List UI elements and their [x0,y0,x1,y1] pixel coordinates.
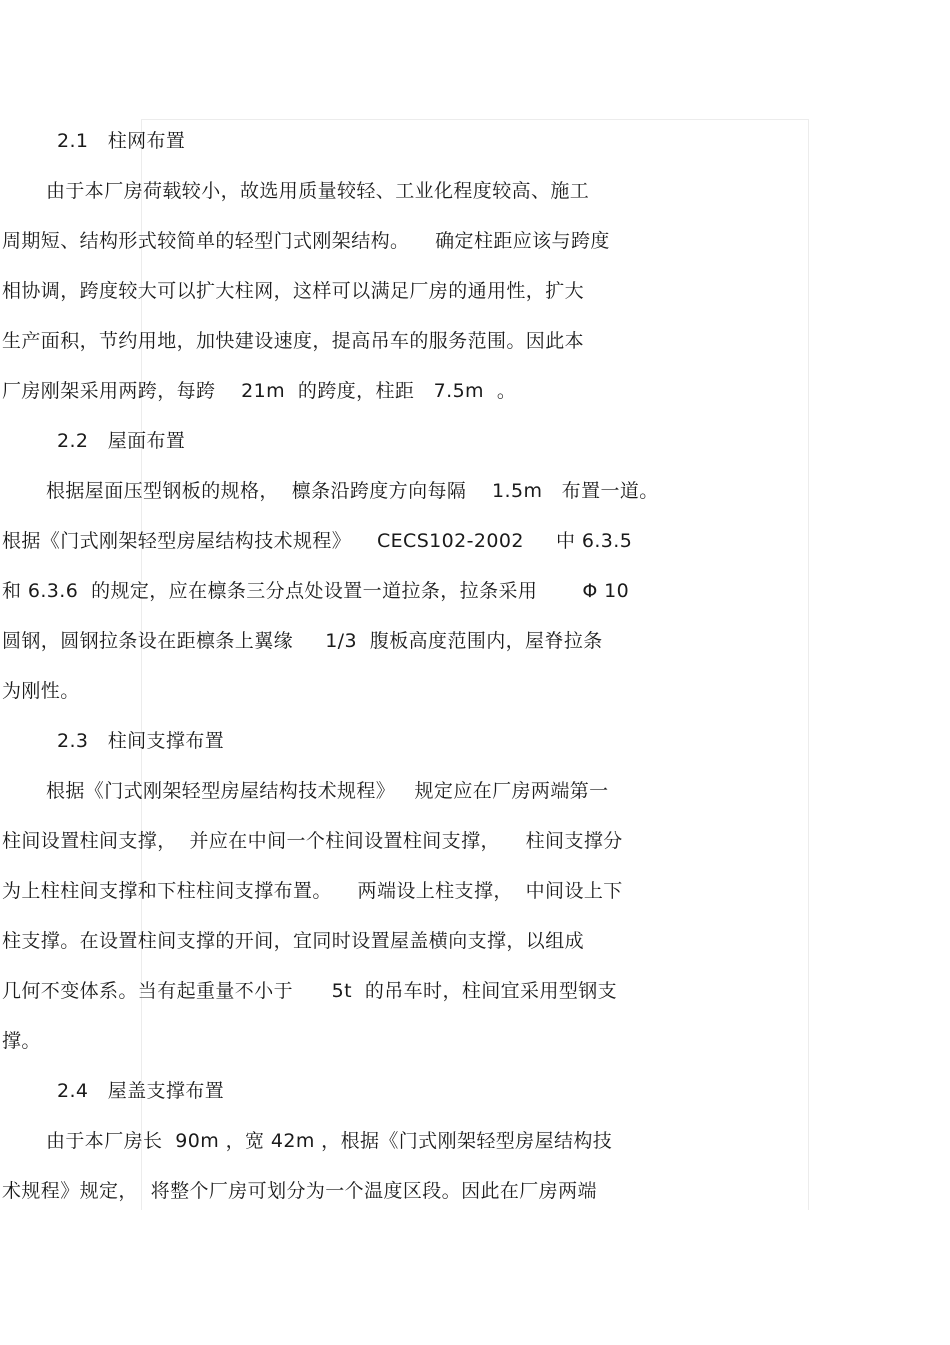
paragraph-line: 周期短、结构形式较简单的轻型门式刚架结构。 确定柱距应该与跨度 [2,230,610,252]
paragraph-line: 厂房刚架采用两跨，每跨 21m 的跨度，柱距 7.5m 。 [2,380,517,402]
section-heading-2-1: 2.1 柱网布置 [57,130,186,152]
paragraph-line: 撑。 [2,1030,41,1052]
paragraph-line: 为刚性。 [2,680,80,702]
section-heading-2-3: 2.3 柱间支撑布置 [57,730,225,752]
paragraph-line: 由于本厂房长 90m ，宽 42m ，根据《门式刚架轻型房屋结构技 [46,1130,613,1152]
paragraph-line: 柱支撑。在设置柱间支撑的开间，宜同时设置屋盖横向支撑，以组成 [2,930,585,952]
section-heading-2-2: 2.2 屋面布置 [57,430,186,452]
paragraph-line: 圆钢，圆钢拉条设在距檩条上翼缘 1/3 腹板高度范围内，屋脊拉条 [2,630,603,652]
paragraph-line: 根据屋面压型钢板的规格， 檩条沿跨度方向每隔 1.5m 布置一道。 [46,480,659,502]
paragraph-line: 柱间设置柱间支撑， 并应在中间一个柱间设置柱间支撑， 柱间支撑分 [2,830,623,852]
paragraph-line: 术规程》规定， 将整个厂房可划分为一个温度区段。因此在厂房两端 [2,1180,597,1202]
paragraph-line: 和 6.3.6 的规定，应在檩条三分点处设置一道拉条，拉条采用 Φ 10 [2,580,630,602]
paragraph-line: 相协调，跨度较大可以扩大柱网，这样可以满足厂房的通用性，扩大 [2,280,585,302]
paragraph-line: 生产面积，节约用地，加快建设速度，提高吊车的服务范围。因此本 [2,330,585,352]
section-heading-2-4: 2.4 屋盖支撑布置 [57,1080,225,1102]
paragraph-line: 几何不变体系。当有起重量不小于 5t 的吊车时，柱间宜采用型钢支 [2,980,618,1002]
paragraph-line: 由于本厂房荷载较小，故选用质量较轻、工业化程度较高、施工 [46,180,590,202]
paragraph-line: 根据《门式刚架轻型房屋结构技术规程》 规定应在厂房两端第一 [46,780,609,802]
paragraph-line: 根据《门式刚架轻型房屋结构技术规程》 CECS102-2002 中 6.3.5 [2,530,633,552]
paragraph-line: 为上柱柱间支撑和下柱柱间支撑布置。 两端设上柱支撑， 中间设上下 [2,880,623,902]
